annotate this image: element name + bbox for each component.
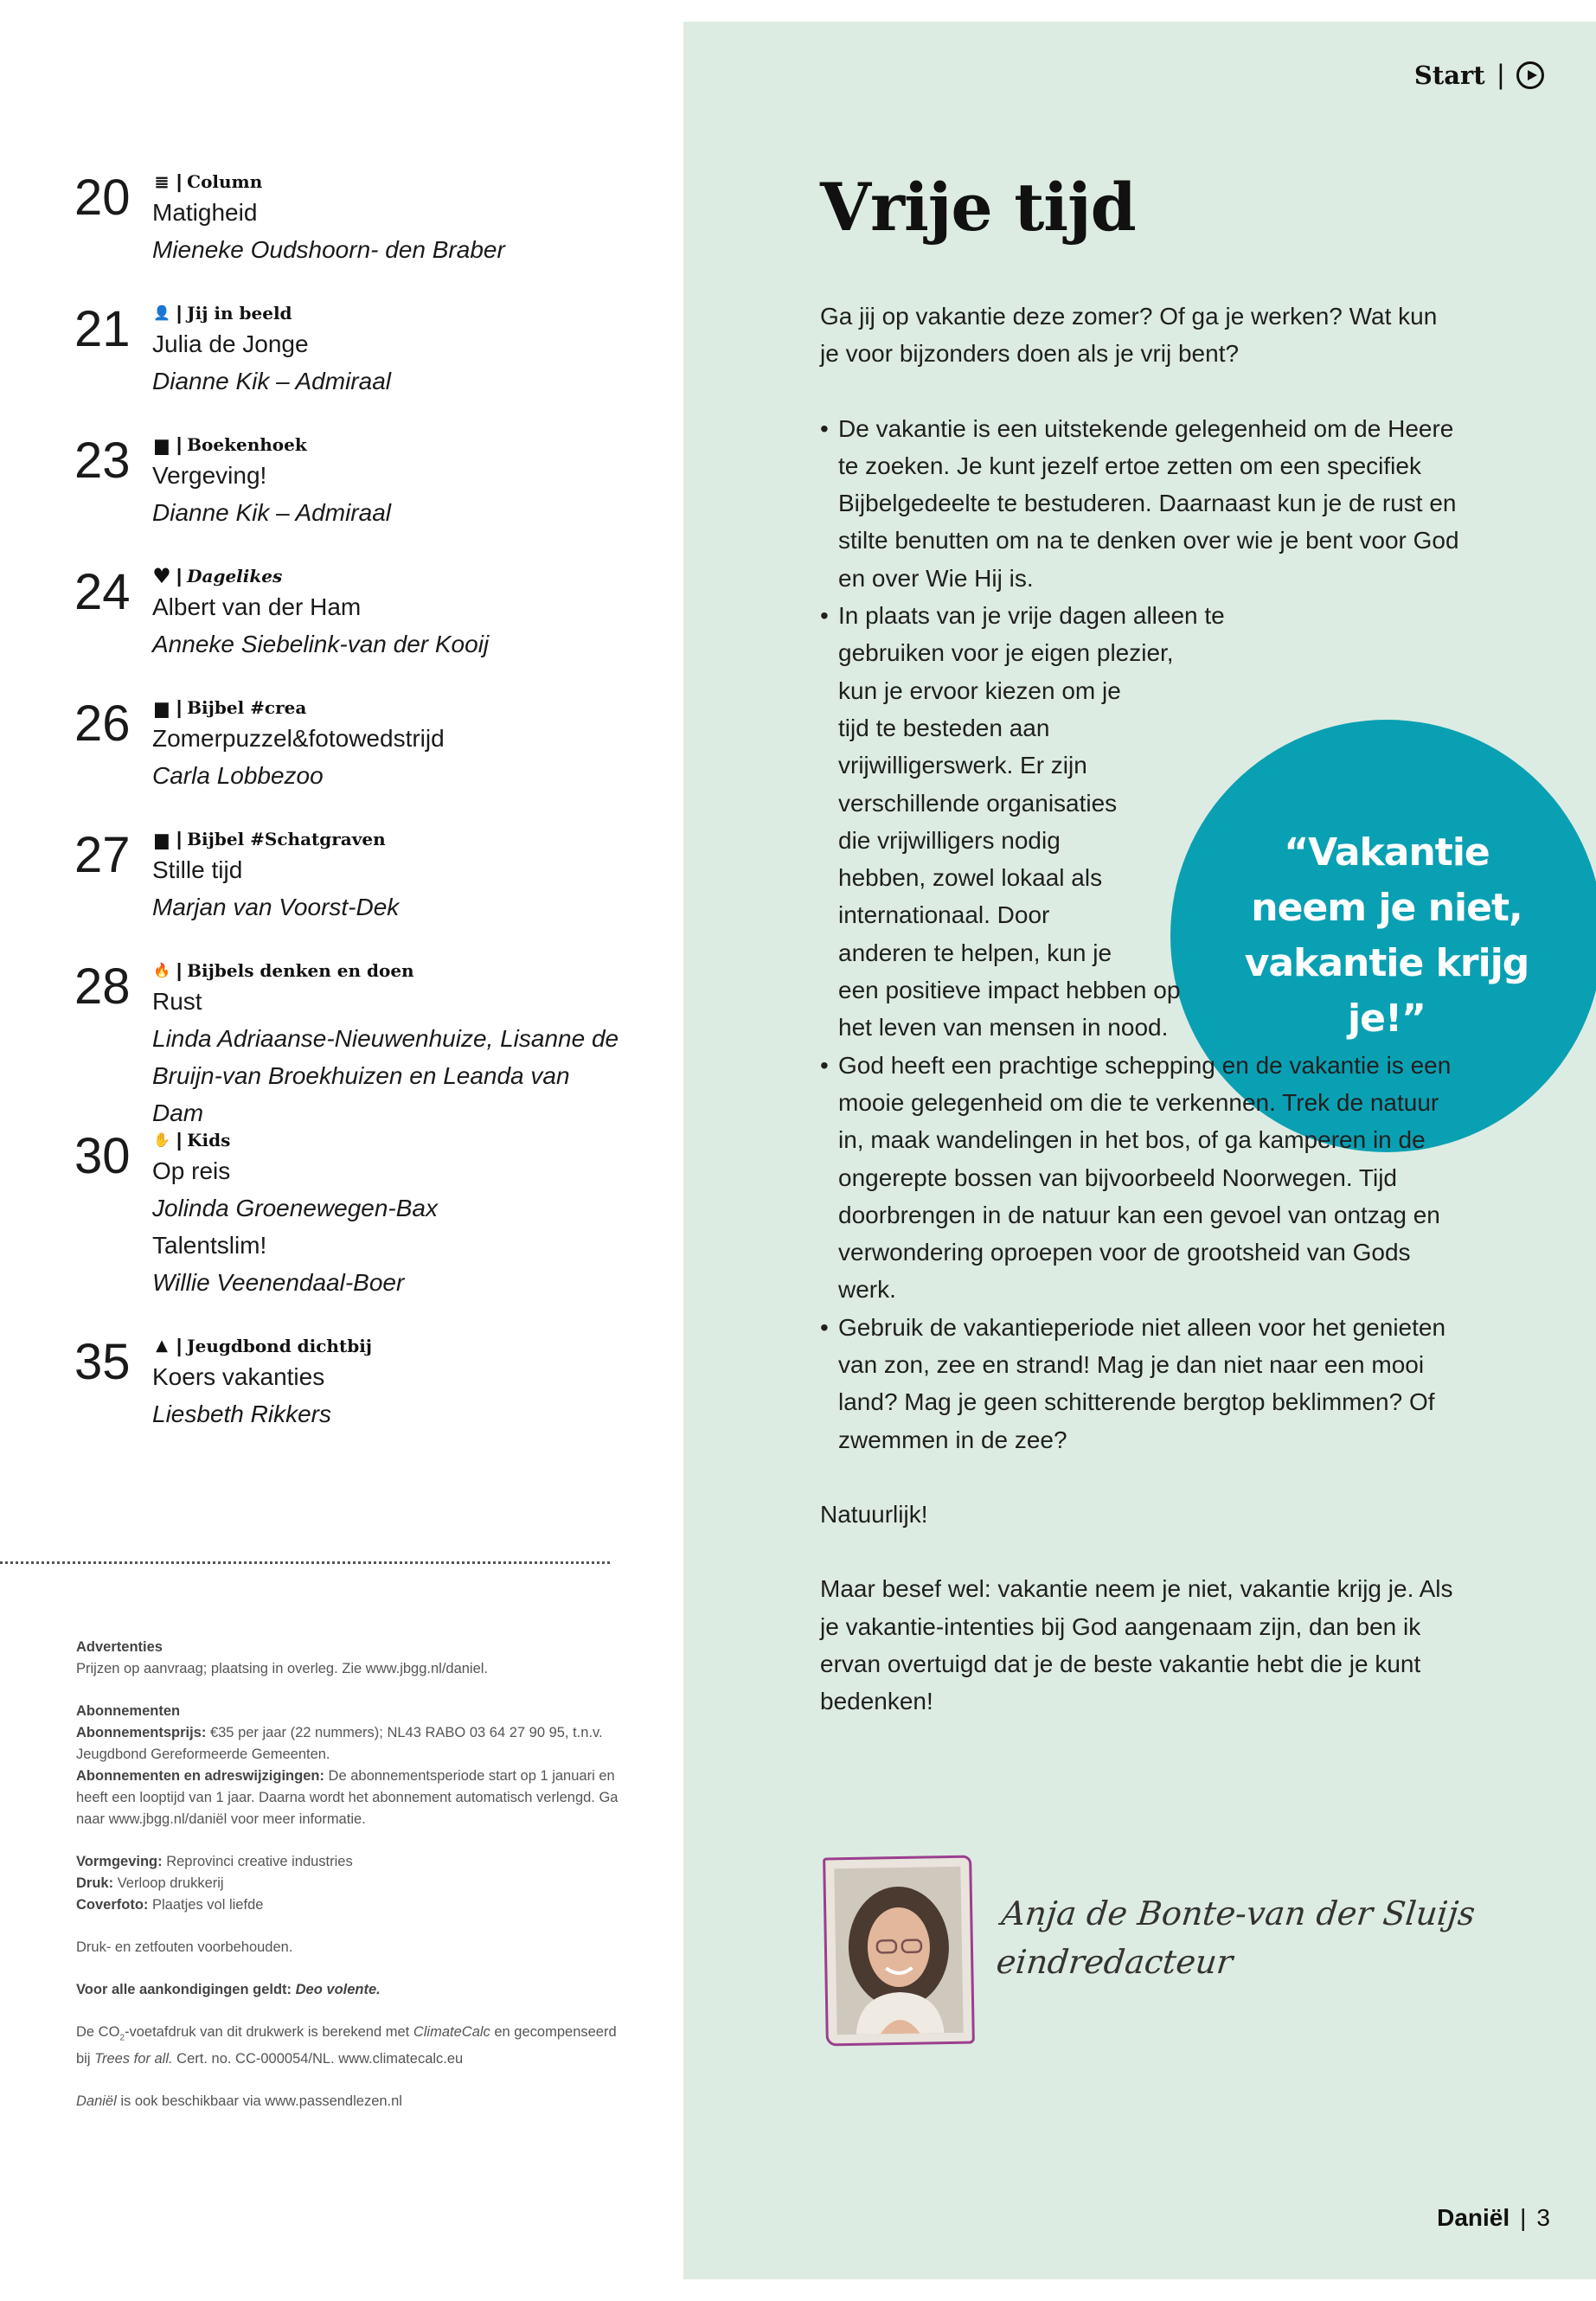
bible-icon: ▆ xyxy=(155,697,169,718)
cover-text: Plaatjes vol liefde xyxy=(152,1897,264,1913)
author-signature xyxy=(994,1889,1477,1986)
subs-price-label: Abonnementsprijs: xyxy=(76,1725,207,1740)
start-nav-button[interactable] xyxy=(1414,59,1544,91)
toc-item[interactable]: 35 ▲ | Jeugdbond dichtbij Koers vakanties Liesbeth Rikkers xyxy=(74,1334,628,1465)
toc-item[interactable]: 27 ▆ | Bijbel #Schatgraven Stille tijd Marjan van Voorst-Dek xyxy=(74,827,628,958)
toc-author: Liesbeth Rikkers xyxy=(152,1400,331,1427)
toc-author: Dianne Kik – Admiraal xyxy=(152,499,391,526)
article-body xyxy=(820,298,1460,1757)
author-photo xyxy=(834,1867,963,2035)
bible-icon: ▆ xyxy=(155,829,169,849)
toc-item[interactable]: 28 🔥 | Bijbels denken en doen Rust Linda Adriaanse-Nieuwenhuize, Lisanne de Bruijn-van Broekhuizen en Leanda van Dam xyxy=(74,958,628,1128)
nav-separator: | xyxy=(1497,59,1504,90)
article-bullet xyxy=(820,597,1460,1047)
arrow-up-icon: ▲ xyxy=(156,1336,168,1355)
toc-title: Stille tijd xyxy=(152,856,243,883)
subs-heading: Abonnementen xyxy=(76,1703,181,1719)
print-label: Druk: xyxy=(76,1875,114,1891)
toc-title: Zomerpuzzel&fotowedstrijd xyxy=(152,725,445,752)
toc-category: Kids xyxy=(187,1130,231,1150)
article-intro: Ga jij op vakantie deze zomer? Of ga je werken? Wat kun je voor bijzonders doen als je vrij bent? xyxy=(820,303,1438,368)
toc-page-number: 23 xyxy=(74,433,131,489)
co2-pre: De CO xyxy=(76,2024,120,2040)
toc-title: Albert van der Ham xyxy=(152,593,362,620)
toc-item[interactable]: 23 ▆ | Boekenhoek Vergeving! Dianne Kik – Admiraal xyxy=(74,433,628,564)
person-icon: 👤 xyxy=(153,304,170,321)
co2-trees: Trees for all. xyxy=(94,2051,173,2067)
magazine-name: Daniël xyxy=(1437,2204,1510,2231)
ads-heading: Advertenties xyxy=(76,1639,163,1655)
toc-title: Rust xyxy=(152,988,202,1015)
article-bullet-text: In plaats van je vrije dagen alleen te gebruiken voor je eigen plezier, kun je ervoor kiezen om je tijd te besteden aan vrijwilligerswerk. Er zijn verschillende organisaties die vrijwilligers nodig hebben, zowel lokaal als internationaal. Door anderen te helpen, kun je een positieve impact hebben op het leven van mensen in nood. xyxy=(838,602,1225,1042)
author-photo-frame xyxy=(823,1856,975,2047)
article-bullet: • De vakantie is een uitstekende gelegenheid om de Heere te zoeken. Je kunt jezelf ertoe zetten om een specifiek Bijbelgedeelte te bestuderen. Daarnaast kun je de rust en stilte benutten om na te denken over wie je bent voor God en over Wie Hij is. xyxy=(820,410,1460,597)
deo-italic: Deo volente. xyxy=(295,1982,381,1997)
toc-category: Bijbel #Schatgraven xyxy=(187,829,386,849)
toc-item[interactable]: 24 ♥ | Dagelikes Albert van der Ham Anneke Siebelink-van der Kooij xyxy=(74,564,628,695)
toc-category: Boekenhoek xyxy=(187,434,307,455)
toc-category: Dagelikes xyxy=(187,566,283,586)
toc-page-number: 20 xyxy=(74,170,131,226)
article-title: Vrije tijd xyxy=(820,169,1136,246)
article-closing: Maar besef wel: vakantie neem je niet, vakantie krijg je. Als je vakantie-intenties bij God aangenaam zijn, dan ben ik ervan overtuigd dat je de beste vakantie hebt die je kunt bedenken! xyxy=(820,1575,1453,1715)
toc-author: Dianne Kik – Admiraal xyxy=(152,368,391,394)
co2-and: en gecompenseerd bij xyxy=(76,2024,617,2067)
book-icon: ▆ xyxy=(155,434,169,455)
cover-label: Coverfoto: xyxy=(76,1897,149,1913)
toc-author: Jolinda Groenewegen-Bax xyxy=(152,1195,438,1221)
toc-page-number: 30 xyxy=(74,1128,131,1184)
design-label: Vormgeving: xyxy=(76,1854,163,1869)
quote-wrap-spacer xyxy=(1149,607,1581,1040)
co2-sub: 2 xyxy=(119,2033,125,2043)
toc-title: Op reis xyxy=(152,1157,231,1184)
author-role: eindredacteur xyxy=(994,1943,1235,1981)
toc-item[interactable]: 20 ≣ | Column Matigheid Mieneke Oudshoorn- den Braber xyxy=(74,170,628,301)
errors-text: Druk- en zetfouten voorbehouden. xyxy=(76,1939,293,1955)
toc-author: Mieneke Oudshoorn- den Braber xyxy=(152,236,505,263)
article-bullet: • Gebruik de vakantieperiode niet alleen voor het genieten van zon, zee en strand! Mag je dan niet naar een mooi land? Mag je geen schitterende bergtop beklimmen? Of zwemmen in de zee? xyxy=(820,1309,1460,1458)
column-icon: ≣ xyxy=(154,171,170,192)
toc-item[interactable]: 21 👤 | Jij in beeld Julia de Jonge Dianne Kik – Admiraal xyxy=(74,301,628,433)
flame-icon: 🔥 xyxy=(153,962,170,978)
article-natuurlijk: Natuurlijk! xyxy=(820,1500,928,1528)
colophon xyxy=(76,1637,630,2133)
toc-author: Anneke Siebelink-van der Kooij xyxy=(152,631,490,657)
toc-title: Matigheid xyxy=(152,199,258,226)
co2-calc: ClimateCalc xyxy=(413,2024,490,2040)
toc-category: Jij in beeld xyxy=(187,303,292,324)
pull-quote-text: “Vakantie neem je niet, vakantie krijg je!” xyxy=(1244,830,1529,1041)
hand-icon: ✋ xyxy=(153,1131,170,1148)
toc-category: Jeugdbond dichtbij xyxy=(187,1336,373,1356)
start-label: Start xyxy=(1413,60,1485,90)
toc-title: Vergeving! xyxy=(152,462,267,489)
toc-item[interactable]: 26 ▆ | Bijbel #crea Zomerpuzzel&fotowedstrijd Carla Lobbezoo xyxy=(74,695,628,827)
heart-icon: ♥ xyxy=(152,563,171,588)
toc-page-number: 24 xyxy=(74,564,131,620)
toc-title: Julia de Jonge xyxy=(152,330,309,357)
toc-author-secondary: Willie Veenendaal-Boer xyxy=(152,1269,405,1296)
toc-author: Linda Adriaanse-Nieuwenhuize, Lisanne de Bruijn-van Broekhuizen en Leanda van Dam xyxy=(152,1025,619,1126)
table-of-contents xyxy=(74,170,628,1465)
author-portrait-icon xyxy=(834,1867,963,2035)
avail-italic: Daniël xyxy=(76,2093,117,2110)
toc-category: Bijbels denken en doen xyxy=(187,960,414,981)
toc-category: Column xyxy=(187,171,263,192)
toc-author: Marjan van Voorst-Dek xyxy=(152,894,400,920)
toc-author: Carla Lobbezoo xyxy=(152,762,324,789)
article-bullet: • God heeft een prachtige schepping en de vakantie is een mooie gelegenheid om die te verkennen. Trek de natuur in, maak wandelingen in het bos, of ga kamperen in de ongerepte bossen van bijvoorbeeld Noorwegen. Tijd doorbrengen in de natuur kan een gevoel van ontzag en verwondering oproepen voor de grootsheid van Gods werk. xyxy=(820,1047,1460,1309)
article-bullet-list xyxy=(820,410,1460,1458)
dotted-divider xyxy=(0,1561,610,1564)
co2-mid: -voetafdruk van dit drukwerk is berekend met xyxy=(125,2024,410,2040)
toc-page-number: 21 xyxy=(74,301,131,357)
avail-text: is ook beschikbaar via www.passendlezen.nl xyxy=(120,2093,402,2110)
page-number: 3 xyxy=(1536,2204,1550,2231)
play-circle-icon[interactable] xyxy=(1516,61,1544,89)
toc-page-number: 28 xyxy=(74,958,131,1015)
subs-change-text: De abonnementsperiode start op 1 januari en heeft een looptijd van 1 jaar. Daarna wordt het abonnement automatisch verlengd. Ga naar www.jbgg.nl/daniël voor meer informatie. xyxy=(76,1768,619,1827)
footer-separator: | xyxy=(1520,2204,1527,2231)
toc-item[interactable]: 30 ✋ | Kids Op reis Jolinda Groenewegen-Bax Talentslim! Willie Veenendaal-Boer xyxy=(74,1128,628,1334)
toc-title: Koers vakanties xyxy=(152,1363,325,1390)
toc-page-number: 35 xyxy=(74,1334,131,1390)
page-footer xyxy=(1437,2204,1550,2232)
toc-page-number: 27 xyxy=(74,827,131,883)
deo-text: Voor alle aankondigingen geldt: xyxy=(76,1982,292,1997)
print-text: Verloop drukkerij xyxy=(117,1875,224,1891)
toc-title-secondary: Talentslim! xyxy=(152,1232,267,1259)
toc-page-number: 26 xyxy=(74,695,131,752)
design-text: Reprovinci creative industries xyxy=(166,1854,353,1869)
co2-post: Cert. no. CC-000054/NL. www.climatecalc.eu xyxy=(176,2051,464,2067)
ads-text: Prijzen op aanvraag; plaatsing in overleg. Zie www.jbgg.nl/daniel. xyxy=(76,1661,489,1676)
subs-price-text: €35 per jaar (22 nummers); NL43 RABO 03 64 27 90 95, t.n.v. Jeugdbond Gereformeerde Gemeenten. xyxy=(76,1725,603,1762)
subs-change-label: Abonnementen en adreswijzigingen: xyxy=(76,1768,324,1784)
author-name: Anja de Bonte-van der Sluijs xyxy=(999,1894,1477,1932)
toc-category: Bijbel #crea xyxy=(187,697,307,718)
